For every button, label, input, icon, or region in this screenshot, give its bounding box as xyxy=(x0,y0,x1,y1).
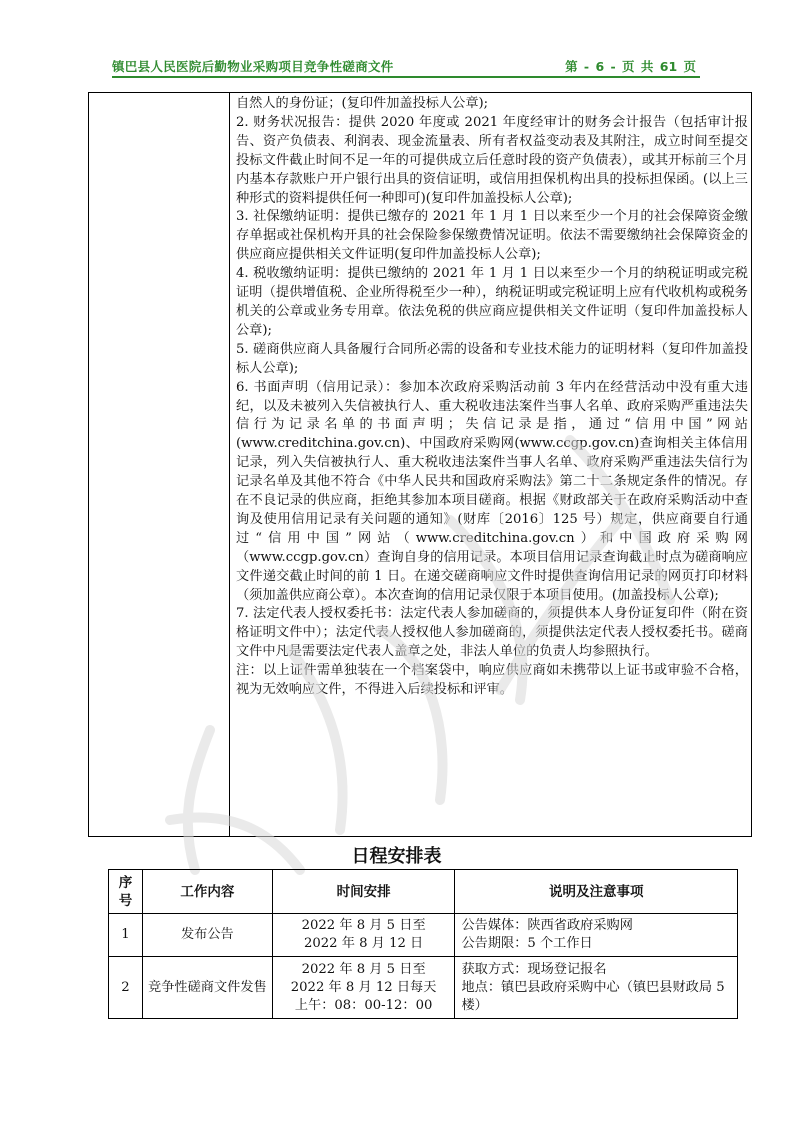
page-header xyxy=(112,56,700,78)
requirement-note: 注：以上证件需单独装在一个档案袋中，响应供应商如未携带以上证书或审验不合格，视为无效响应文件，不得进入后续投标和评审。 xyxy=(236,663,748,698)
notes-line: 公告期限：5 个工作日 xyxy=(461,936,593,951)
requirement-paragraph: 5. 磋商供应商人具备履行合同所必需的设备和专业技术能力的证明材料（复印件加盖投标人公章); xyxy=(236,341,748,376)
requirement-paragraph: 2. 财务状况报告：提供 2020 年度或 2021 年度经审计的财务会计报告（包括审计报告、资产负债表、利润表、现金流量表、所有者权益变动表及其附注，成立时间至提交投标文件截止时间不足一年的可提供成立后任意时段的资产负债表），或其开标前三个月内基本存款账户开户银行出具的资信证明，或信用担保机构出具的投标担保函。(以上三种形式的资料提供任何一种即可)(复印件加盖投标人公章); xyxy=(236,114,748,206)
row-time xyxy=(272,914,455,957)
row-time xyxy=(272,957,455,1019)
notes-line: 获取方式：现场登记报名 xyxy=(461,961,607,977)
table-row xyxy=(109,914,738,957)
requirement-paragraph: 4. 税收缴纳证明：提供已缴纳的 2021 年 1 月 1 日以来至少一个月的纳税证明或完税证明（提供增值税、企业所得税至少一种），纳税证明或完税证明上应有代收机构或税务机关的公章或业务专用章。依法免税的供应商应提供相关文件证明（复印件加盖投标人公章); xyxy=(236,266,748,338)
notes-line: 公告媒体：陕西省政府采购网 xyxy=(461,918,633,933)
row-notes xyxy=(455,914,738,957)
requirement-paragraph: 6. 书面声明（信用记录）：参加本次政府采购活动前 3 年内在经营活动中没有重大违纪，以及未被列入失信被执行人、重大税收违法案件当事人名单、政府采购严重违法失信行为记录名单的书面声明；失信记录是指，通过“信用中国”网站(www.creditchina.gov.cn)、中国政府采购网(www.ccgp.gov.cn)查询相关主体信用记录，列入失信被执行人、重大税收违法案件当事人名单、政府采购严重违法失信行为记录名单及其他不符合《中华人民共和国政府采购法》第二十二条规定条件的情况。存在不良记录的供应商，拒绝其参加本项目磋商。根据《财政部关于在政府采购活动中查询及使用信用记录有关问题的通知》(财库〔2016〕125 号）规定，供应商要自行通过“信用中国”网站（www.creditchina.gov.cn）和中国政府采购网（www.ccgp.gov.cn）查询自身的信用记录。本项目信用记录查询截止时点为磋商响应文件递交截止时间的前 1 日。在递交磋商响应文件时提供查询信用记录的网页打印材料（须加盖供应商公章）。本次查询的信用记录仅限于本项目使用。(加盖投标人公章); xyxy=(236,379,748,603)
row-task: 发布公告 xyxy=(142,914,272,957)
schedule-title: 日程安排表 xyxy=(351,846,442,867)
header-no: 序号 xyxy=(109,870,143,914)
requirement-paragraph: 自然人的身份证；(复印件加盖投标人公章); xyxy=(236,96,489,111)
requirement-paragraph: 7. 法定代表人授权委托书：法定代表人参加磋商的，须提供本人身份证复印件（附在资格证明文件中）；法定代表人授权他人参加磋商的，须提供法定代表人授权委托书。磋商文件中凡是需要法定代表人盖章之处，非法人单位的负责人均参照执行。 xyxy=(236,606,748,660)
time-line: 2022 年 8 月 5 日至 xyxy=(301,961,426,977)
table-row xyxy=(109,957,738,1019)
notes-line: 地点：镇巴县政府采购中心（镇巴县财政局 5 楼） xyxy=(461,979,725,1013)
header-notes: 说明及注意事项 xyxy=(455,870,738,914)
header-task: 工作内容 xyxy=(142,870,272,914)
document-title: 镇巴县人民医院后勤物业采购项目竞争性磋商文件 xyxy=(112,59,394,74)
requirements-content-cell xyxy=(236,95,748,700)
time-line: 2022 年 8 月 12 日每天 xyxy=(290,979,437,995)
row-no: 2 xyxy=(109,957,143,1019)
time-line: 2022 年 8 月 12 日 xyxy=(303,936,424,951)
time-line: 上午：08：00-12：00 xyxy=(294,997,433,1013)
schedule-table xyxy=(108,869,738,1019)
row-no: 1 xyxy=(109,914,143,957)
requirements-label-cell xyxy=(89,93,230,836)
qualification-requirements-table xyxy=(88,92,752,837)
row-task: 竞争性磋商文件发售 xyxy=(142,957,272,1019)
time-line: 2022 年 8 月 5 日至 xyxy=(301,918,426,933)
row-notes xyxy=(455,957,738,1019)
requirement-paragraph: 3. 社保缴纳证明：提供已缴存的 2021 年 1 月 1 日以来至少一个月的社会保障资金缴存单据或社保机构开具的社会保险参保缴费情况证明。依法不需要缴纳社会保障资金的供应商应提供相关文件证明(复印件加盖投标人公章); xyxy=(236,209,748,263)
schedule-header-row xyxy=(109,870,738,914)
header-time: 时间安排 xyxy=(272,870,455,914)
page-indicator: 第 - 6 - 页 共 61 页 xyxy=(565,59,696,74)
